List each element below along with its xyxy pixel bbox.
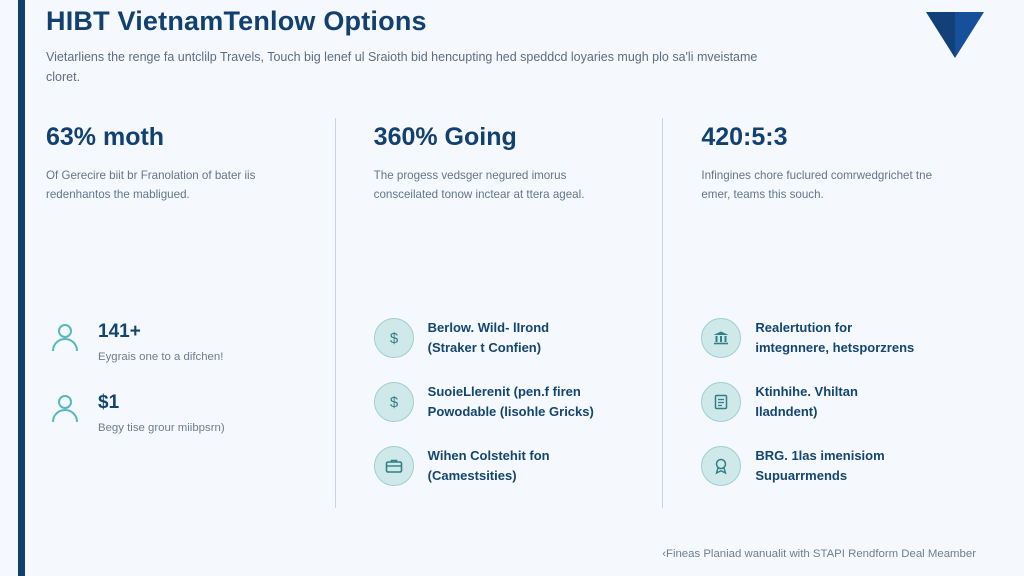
person-icon — [46, 389, 84, 427]
list-item-text — [428, 382, 594, 421]
list-item-title: Berlow. Wild- lIrond — [427, 320, 550, 335]
list-item-title: Ktinhihe. Vhiltan — [755, 384, 858, 399]
list-item-subtitle: Iladndent) — [755, 403, 818, 419]
list-item — [374, 318, 663, 358]
list-item-title: Wihen Colstehit fon — [427, 448, 550, 463]
person-icon — [46, 318, 84, 356]
list-item — [701, 318, 990, 358]
list-item — [701, 382, 990, 422]
list-item-title: 141+ — [98, 321, 141, 342]
column-3 — [662, 118, 990, 508]
column-2 — [335, 118, 663, 508]
list-item-subtitle: Begy tise grour miibpsrn) — [98, 421, 225, 434]
column-stat: 63% moth — [46, 123, 165, 151]
list-item-title: Realertution for — [755, 320, 853, 335]
list-item-text — [755, 446, 884, 485]
list-item-subtitle: (Straker t Confien) — [427, 339, 542, 355]
svg-text:$: $ — [389, 330, 398, 347]
svg-text:$: $ — [389, 394, 398, 411]
list-item-subtitle: imtegnnere, hetsporzrens — [755, 339, 915, 355]
header — [46, 6, 786, 88]
column-items — [46, 318, 335, 460]
list-item-subtitle: (Camestsities) — [427, 467, 517, 483]
list-item-text — [98, 389, 225, 436]
column-description: The progess vedsger negured imorus consceilated tonow inctear at ttera ageal. — [373, 168, 585, 201]
list-item-text — [98, 318, 223, 365]
column-description: Of Gerecire biit br Franolation of bater iis redenhantos the mabligued. — [46, 168, 256, 201]
column-items — [374, 318, 663, 510]
column-1 — [46, 118, 335, 508]
column-items — [701, 318, 990, 510]
list-item-text — [755, 318, 914, 357]
dollar-icon — [374, 318, 414, 358]
list-item-title: SuoieLlerenit (pen.f firen — [427, 384, 581, 399]
list-item-text — [428, 318, 549, 357]
briefcase-icon — [374, 446, 414, 486]
columns-container — [46, 118, 990, 508]
page-title: HIBT VietnamTenlow Options — [46, 6, 427, 36]
list-item-subtitle: Powodable (lisohle Gricks) — [427, 403, 594, 419]
list-item-title: BRG. 1las imenisiom — [755, 448, 885, 463]
list-item-text — [428, 446, 550, 485]
list-item — [701, 446, 990, 486]
list-item-subtitle: Eygrais one to a difchen! — [98, 350, 224, 363]
v-chevron-logo — [922, 10, 988, 62]
column-stat: 420:5:3 — [701, 123, 788, 151]
library-icon — [701, 318, 741, 358]
dollar-icon — [374, 382, 414, 422]
list-item-subtitle: Supuarrmends — [755, 467, 848, 483]
document-icon — [701, 382, 741, 422]
page-subtitle: Vietarliens the renge fa untclilp Travels, Touch big lenef ul Sraioth bid hencupting hed speddcd loyaries mugh plo sa'li mveistame cloret. — [46, 50, 758, 85]
badge-icon — [701, 446, 741, 486]
list-item — [46, 389, 335, 436]
list-item-title: $1 — [98, 392, 120, 414]
footnote: ‹Fineas Planiad wanualit with STAPI Rendform Deal Meamber — [662, 548, 976, 560]
list-item-text — [755, 382, 858, 421]
list-item — [46, 318, 335, 365]
list-item — [374, 382, 663, 422]
column-stat: 360% Going — [373, 123, 517, 151]
column-description: Infingines chore fuclured comrwedgrichet tne emer, teams this souch. — [701, 168, 933, 201]
list-item — [374, 446, 663, 486]
left-accent-bar — [18, 0, 25, 576]
